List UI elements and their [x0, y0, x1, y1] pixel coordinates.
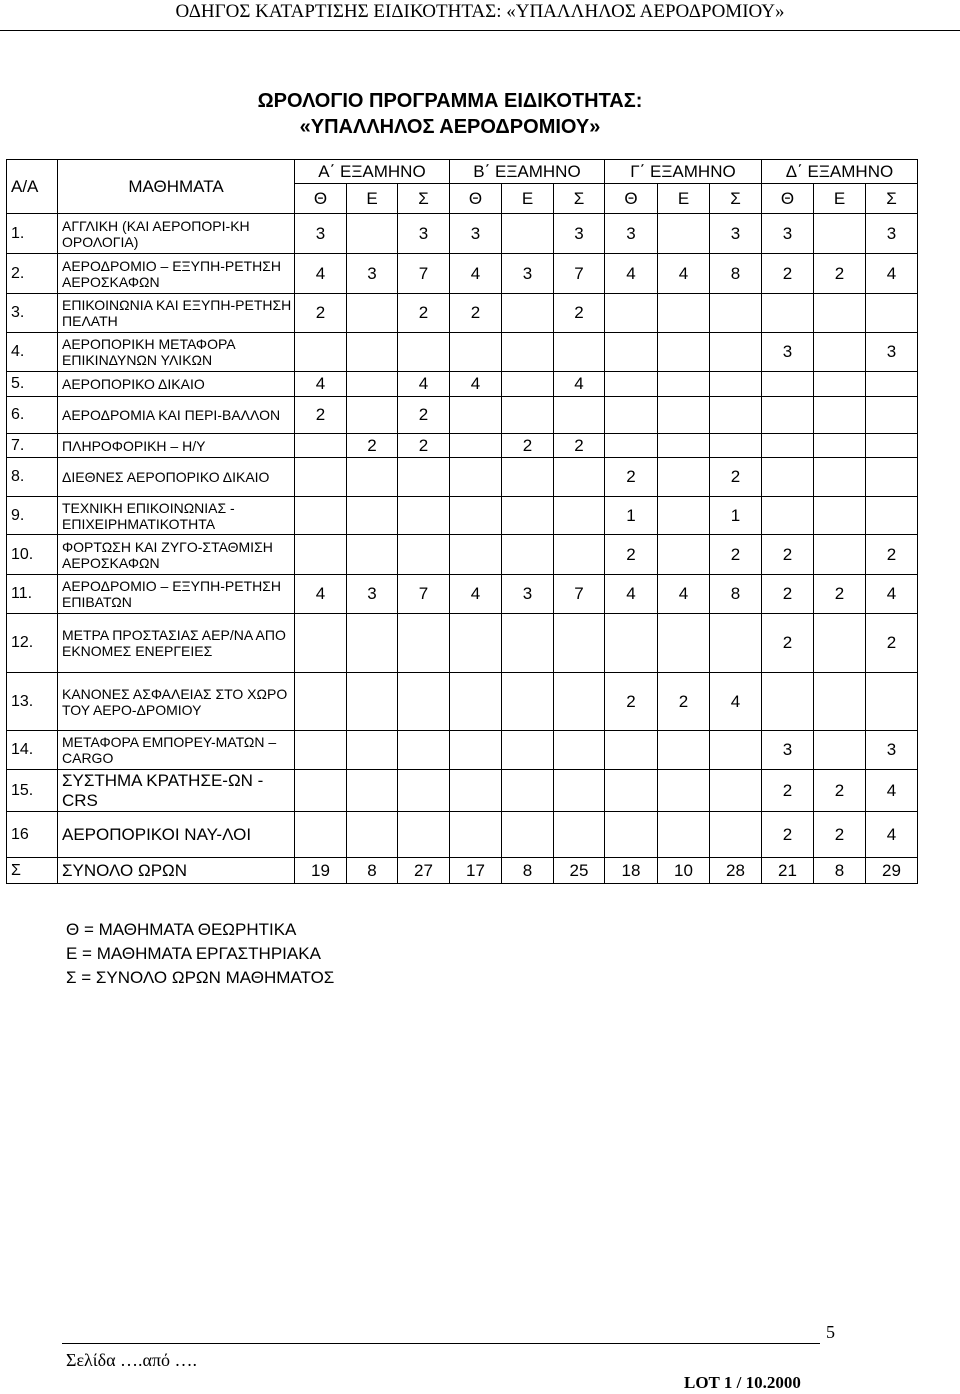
hours-cell [450, 397, 502, 434]
table-row [7, 614, 918, 673]
hours-cell [347, 294, 398, 333]
hours-cell [658, 497, 710, 535]
subheader-cell: Σ [398, 184, 450, 214]
hours-cell [450, 535, 502, 575]
hours-cell [450, 497, 502, 535]
subject-name: ΑΕΡΟΔΡΟΜΙΟ – ΕΞΥΠΗ-ΡΕΤΗΣΗ ΑΕΡΟΣΚΑΦΩΝ [58, 254, 295, 294]
hours-cell: 2 [866, 614, 918, 673]
semester-c-header: Γ΄ ΕΞΑΜΗΝΟ [605, 160, 762, 184]
hours-cell: 3 [398, 214, 450, 254]
hours-cell: 4 [605, 254, 658, 294]
hours-cell [814, 673, 866, 731]
hours-cell: 3 [762, 731, 814, 770]
hours-cell: 3 [866, 333, 918, 372]
running-title: ΟΔΗΓΟΣ ΚΑΤΑΡΤΙΣΗΣ ΕΙΔΙΚΟΤΗΤΑΣ: «ΥΠΑΛΛΗΛΟΣ ΑΕΡΟΔΡΟΜΙΟΥ» [175, 1, 785, 22]
subject-name: ΑΓΓΛΙΚΗ (ΚΑΙ ΑΕΡΟΠΟΡΙ-ΚΗ ΟΡΟΛΟΓΙΑ) [58, 214, 295, 254]
hours-cell: 4 [295, 575, 347, 614]
subheader-cell: Ε [347, 184, 398, 214]
hours-cell [814, 434, 866, 458]
hours-cell: 1 [605, 497, 658, 535]
hours-cell [502, 731, 554, 770]
hours-cell [605, 333, 658, 372]
hours-cell: 7 [398, 575, 450, 614]
hours-cell: 2 [762, 254, 814, 294]
hours-cell [814, 397, 866, 434]
row-number: 16 [7, 812, 58, 858]
hours-cell [295, 673, 347, 731]
hours-cell: 2 [554, 294, 605, 333]
hours-cell: 2 [710, 458, 762, 497]
hours-cell [658, 333, 710, 372]
hours-cell [866, 294, 918, 333]
table-row [7, 372, 918, 397]
hours-cell [502, 812, 554, 858]
hours-cell: 4 [450, 372, 502, 397]
hours-cell: 25 [554, 858, 605, 884]
hours-cell [347, 333, 398, 372]
row-number: 13. [7, 673, 58, 731]
hours-cell [658, 731, 710, 770]
table-row [7, 812, 918, 858]
hours-cell: 2 [347, 434, 398, 458]
subheader-cell: Ε [658, 184, 710, 214]
semester-b-header: Β΄ ΕΞΑΜΗΝΟ [450, 160, 605, 184]
hours-cell: 4 [554, 372, 605, 397]
semester-a-header: Α΄ ΕΞΑΜΗΝΟ [295, 160, 450, 184]
hours-cell [710, 434, 762, 458]
hours-cell [814, 294, 866, 333]
hours-cell: 3 [762, 333, 814, 372]
hours-cell: 2 [814, 254, 866, 294]
subject-name: ΑΕΡΟΠΟΡΙΚΗ ΜΕΤΑΦΟΡΑ ΕΠΙΚΙΝΔΥΝΩΝ ΥΛΙΚΩΝ [58, 333, 295, 372]
row-number: 3. [7, 294, 58, 333]
subject-name: ΔΙΕΘΝΕΣ ΑΕΡΟΠΟΡΙΚΟ ΔΙΚΑΙΟ [58, 458, 295, 497]
hours-cell [347, 770, 398, 812]
subject-name: ΠΛΗΡΟΦΟΡΙΚΗ – Η/Υ [58, 434, 295, 458]
subheader-cell: Σ [554, 184, 605, 214]
hours-cell [762, 372, 814, 397]
hours-cell [814, 372, 866, 397]
hours-cell: 2 [554, 434, 605, 458]
hours-cell [658, 397, 710, 434]
hours-cell [762, 434, 814, 458]
hours-cell: 4 [605, 575, 658, 614]
subject-name: ΜΕΤΑΦΟΡΑ ΕΜΠΟΡΕΥ-ΜΑΤΩΝ – CARGO [58, 731, 295, 770]
hours-cell: 2 [295, 397, 347, 434]
table-row [7, 434, 918, 458]
hours-cell: 4 [658, 575, 710, 614]
table-row [7, 535, 918, 575]
hours-cell [347, 372, 398, 397]
hours-cell: 8 [814, 858, 866, 884]
table-row [7, 575, 918, 614]
hours-cell: 8 [502, 858, 554, 884]
subheader-cell: Ε [502, 184, 554, 214]
hours-cell [814, 614, 866, 673]
hours-cell [398, 535, 450, 575]
hours-cell: 2 [605, 673, 658, 731]
hours-cell: 17 [450, 858, 502, 884]
row-number: 10. [7, 535, 58, 575]
running-header [0, 0, 960, 31]
row-number: 2. [7, 254, 58, 294]
hours-cell: 3 [866, 214, 918, 254]
hours-cell: 4 [866, 812, 918, 858]
row-number: 15. [7, 770, 58, 812]
row-number: 6. [7, 397, 58, 434]
hours-cell [502, 497, 554, 535]
table-row [7, 333, 918, 372]
hours-cell [814, 497, 866, 535]
hours-cell: 2 [762, 812, 814, 858]
hours-cell: 3 [502, 254, 554, 294]
subject-name: ΦΟΡΤΩΣΗ ΚΑΙ ΖΥΓΟ-ΣΤΑΘΜΙΣΗ ΑΕΡΟΣΚΑΦΩΝ [58, 535, 295, 575]
row-number: 14. [7, 731, 58, 770]
hours-cell: 4 [450, 575, 502, 614]
hours-cell [658, 614, 710, 673]
col-aa-header: Α/Α [7, 160, 58, 214]
hours-cell [710, 731, 762, 770]
hours-cell: 27 [398, 858, 450, 884]
hours-cell [605, 397, 658, 434]
hours-cell [398, 812, 450, 858]
table-row [7, 770, 918, 812]
hours-cell: 2 [605, 535, 658, 575]
hours-cell [347, 614, 398, 673]
hours-cell [502, 333, 554, 372]
subject-name: ΑΕΡΟΠΟΡΙΚΟ ΔΙΚΑΙΟ [58, 372, 295, 397]
hours-cell: 18 [605, 858, 658, 884]
hours-cell [295, 434, 347, 458]
hours-cell [762, 673, 814, 731]
row-number: 4. [7, 333, 58, 372]
hours-cell [554, 731, 605, 770]
hours-cell: 21 [762, 858, 814, 884]
hours-cell: 7 [554, 254, 605, 294]
hours-cell [762, 458, 814, 497]
hours-cell [710, 614, 762, 673]
hours-cell [450, 673, 502, 731]
hours-cell [658, 434, 710, 458]
subject-name: ΤΕΧΝΙΚΗ ΕΠΙΚΟΙΝΩΝΙΑΣ - ΕΠΙΧΕΙΡΗΜΑΤΙΚΟΤΗΤΑ [58, 497, 295, 535]
subheader-cell: Θ [295, 184, 347, 214]
row-number: 11. [7, 575, 58, 614]
page-number: 5 [826, 1322, 835, 1342]
hours-cell: 3 [554, 214, 605, 254]
hours-cell: 1 [710, 497, 762, 535]
hours-cell: 3 [347, 254, 398, 294]
hours-cell: 2 [398, 397, 450, 434]
footer-divider [62, 1343, 820, 1344]
table-row [7, 858, 918, 884]
hours-cell: 7 [554, 575, 605, 614]
hours-cell [398, 333, 450, 372]
hours-cell: 3 [502, 575, 554, 614]
table-row [7, 458, 918, 497]
hours-cell: 19 [295, 858, 347, 884]
hours-cell [866, 497, 918, 535]
semester-d-header: Δ΄ ΕΞΑΜΗΝΟ [762, 160, 918, 184]
hours-cell: 3 [866, 731, 918, 770]
table-row [7, 254, 918, 294]
hours-cell: 29 [866, 858, 918, 884]
legend-theory: Θ = ΜΑΘΗΜΑΤΑ ΘΕΩΡΗΤΙΚΑ [66, 920, 297, 939]
table-row [7, 673, 918, 731]
hours-cell [554, 770, 605, 812]
hours-cell [347, 673, 398, 731]
hours-cell [347, 214, 398, 254]
legend [66, 918, 334, 990]
schedule-table [6, 159, 918, 884]
hours-cell [347, 497, 398, 535]
hours-cell [398, 497, 450, 535]
hours-cell [658, 294, 710, 333]
row-number: 1. [7, 214, 58, 254]
hours-cell: 2 [762, 575, 814, 614]
hours-cell: 8 [347, 858, 398, 884]
hours-cell: 2 [295, 294, 347, 333]
table-row [7, 214, 918, 254]
hours-cell [658, 535, 710, 575]
hours-cell [450, 614, 502, 673]
hours-cell [710, 397, 762, 434]
hours-cell [295, 497, 347, 535]
hours-cell: 8 [710, 254, 762, 294]
hours-cell [502, 372, 554, 397]
page-of-label: Σελίδα ….από …. [66, 1350, 198, 1370]
hours-cell [450, 333, 502, 372]
hours-cell [605, 372, 658, 397]
hours-cell: 3 [450, 214, 502, 254]
subject-name: ΣΥΝΟΛΟ ΩΡΩΝ [58, 858, 295, 884]
page-title: ΩΡΟΛΟΓΙΟ ΠΡΟΓΡΑΜΜΑ ΕΙΔΙΚΟΤΗΤΑΣ: [257, 90, 643, 112]
hours-cell: 2 [502, 434, 554, 458]
hours-cell [502, 397, 554, 434]
hours-cell [814, 535, 866, 575]
subheader-cell: Θ [762, 184, 814, 214]
hours-cell [658, 812, 710, 858]
hours-cell [866, 458, 918, 497]
hours-cell: 2 [866, 535, 918, 575]
hours-cell [554, 673, 605, 731]
hours-cell [866, 434, 918, 458]
hours-cell [814, 214, 866, 254]
hours-cell [554, 535, 605, 575]
hours-cell [814, 731, 866, 770]
hours-cell [347, 397, 398, 434]
hours-cell: 2 [762, 770, 814, 812]
hours-cell: 2 [762, 614, 814, 673]
row-number: 7. [7, 434, 58, 458]
hours-cell: 4 [866, 254, 918, 294]
hours-cell [814, 333, 866, 372]
row-number: 8. [7, 458, 58, 497]
hours-cell [710, 294, 762, 333]
hours-cell [502, 214, 554, 254]
hours-cell: 4 [710, 673, 762, 731]
hours-cell [295, 535, 347, 575]
hours-cell: 4 [866, 575, 918, 614]
hours-cell: 28 [710, 858, 762, 884]
hours-cell [450, 770, 502, 812]
hours-cell: 2 [762, 535, 814, 575]
hours-cell [295, 614, 347, 673]
hours-cell: 3 [295, 214, 347, 254]
hours-cell: 2 [710, 535, 762, 575]
hours-cell [658, 770, 710, 812]
hours-cell: 4 [450, 254, 502, 294]
subheader-cell: Θ [450, 184, 502, 214]
hours-cell [502, 458, 554, 497]
hours-cell [658, 458, 710, 497]
subheader-cell: Θ [605, 184, 658, 214]
subject-name: ΚΑΝΟΝΕΣ ΑΣΦΑΛΕΙΑΣ ΣΤΟ ΧΩΡΟ ΤΟΥ ΑΕΡΟ-ΔΡΟΜΙΟΥ [58, 673, 295, 731]
hours-cell: 4 [295, 254, 347, 294]
hours-cell: 3 [347, 575, 398, 614]
hours-cell [605, 614, 658, 673]
hours-cell [866, 372, 918, 397]
hours-cell: 4 [658, 254, 710, 294]
hours-cell [866, 397, 918, 434]
subheader-cell: Σ [866, 184, 918, 214]
hours-cell [502, 535, 554, 575]
hours-cell [398, 770, 450, 812]
hours-cell [658, 214, 710, 254]
hours-cell [295, 333, 347, 372]
hours-cell [605, 770, 658, 812]
hours-cell [554, 614, 605, 673]
hours-cell [605, 294, 658, 333]
legend-total: Σ = ΣΥΝΟΛΟ ΩΡΩΝ ΜΑΘΗΜΑΤΟΣ [66, 968, 335, 987]
row-number: 5. [7, 372, 58, 397]
hours-cell: 3 [605, 214, 658, 254]
hours-cell [450, 458, 502, 497]
hours-cell [502, 770, 554, 812]
hours-cell: 4 [295, 372, 347, 397]
row-number: 9. [7, 497, 58, 535]
hours-cell [347, 458, 398, 497]
hours-cell [866, 673, 918, 731]
hours-cell [762, 294, 814, 333]
hours-cell [605, 731, 658, 770]
legend-lab: Ε = ΜΑΘΗΜΑΤΑ ΕΡΓΑΣΤΗΡΙΑΚΑ [66, 944, 321, 963]
hours-cell [502, 673, 554, 731]
hours-cell: 3 [710, 214, 762, 254]
hours-cell: 2 [814, 770, 866, 812]
table-row [7, 497, 918, 535]
subject-name: ΕΠΙΚΟΙΝΩΝΙΑ ΚΑΙ ΕΞΥΠΗ-ΡΕΤΗΣΗ ΠΕΛΑΤΗ [58, 294, 295, 333]
table-row [7, 294, 918, 333]
hours-cell [295, 731, 347, 770]
hours-cell [554, 497, 605, 535]
hours-cell [295, 770, 347, 812]
hours-cell [502, 614, 554, 673]
table-row [7, 731, 918, 770]
hours-cell [605, 434, 658, 458]
hours-cell: 10 [658, 858, 710, 884]
hours-cell [398, 458, 450, 497]
hours-cell [554, 333, 605, 372]
hours-cell [814, 458, 866, 497]
hours-cell [710, 770, 762, 812]
subject-name: ΑΕΡΟΔΡΟΜΙΑ ΚΑΙ ΠΕΡΙ-ΒΑΛΛΟΝ [58, 397, 295, 434]
hours-cell [398, 614, 450, 673]
hours-cell [450, 434, 502, 458]
hours-cell: 2 [658, 673, 710, 731]
hours-cell [605, 812, 658, 858]
subject-name: ΑΕΡΟΔΡΟΜΙΟ – ΕΞΥΠΗ-ΡΕΤΗΣΗ ΕΠΙΒΑΤΩΝ [58, 575, 295, 614]
hours-cell [502, 294, 554, 333]
subject-name: ΑΕΡΟΠΟΡΙΚΟΙ ΝΑΥ-ΛΟΙ [58, 812, 295, 858]
hours-cell [710, 812, 762, 858]
hours-cell [710, 333, 762, 372]
hours-cell [347, 812, 398, 858]
table-row [7, 397, 918, 434]
hours-cell: 4 [398, 372, 450, 397]
hours-cell [450, 731, 502, 770]
subject-name: ΜΕΤΡΑ ΠΡΟΣΤΑΣΙΑΣ ΑΕΡ/ΝΑ ΑΠΟ ΕΚΝΟΜΕΣ ΕΝΕΡΓΕΙΕΣ [58, 614, 295, 673]
hours-cell [762, 397, 814, 434]
row-number: Σ [7, 858, 58, 884]
lot-label: LOT 1 / 10.2000 [684, 1373, 801, 1392]
hours-cell [450, 812, 502, 858]
hours-cell: 2 [814, 812, 866, 858]
hours-cell [762, 497, 814, 535]
page-subtitle: «ΥΠΑΛΛΗΛΟΣ ΑΕΡΟΔΡΟΜΙΟΥ» [299, 116, 601, 138]
row-number: 12. [7, 614, 58, 673]
subheader-cell: Ε [814, 184, 866, 214]
hours-cell: 2 [814, 575, 866, 614]
subject-name: ΣΥΣΤΗΜΑ ΚΡΑΤΗΣΕ-ΩΝ - CRS [58, 770, 295, 812]
col-subjects-header: ΜΑΘΗΜΑΤΑ [58, 160, 295, 214]
hours-cell: 7 [398, 254, 450, 294]
hours-cell [295, 812, 347, 858]
hours-cell [710, 372, 762, 397]
hours-cell [554, 397, 605, 434]
hours-cell [295, 458, 347, 497]
subheader-cell: Σ [710, 184, 762, 214]
hours-cell: 4 [866, 770, 918, 812]
hours-cell: 2 [398, 294, 450, 333]
hours-cell: 2 [605, 458, 658, 497]
hours-cell [554, 812, 605, 858]
hours-cell: 8 [710, 575, 762, 614]
hours-cell [347, 535, 398, 575]
hours-cell: 2 [450, 294, 502, 333]
hours-cell: 3 [762, 214, 814, 254]
hours-cell [554, 458, 605, 497]
hours-cell [398, 673, 450, 731]
hours-cell [347, 731, 398, 770]
hours-cell [398, 731, 450, 770]
hours-cell [658, 372, 710, 397]
hours-cell: 2 [398, 434, 450, 458]
